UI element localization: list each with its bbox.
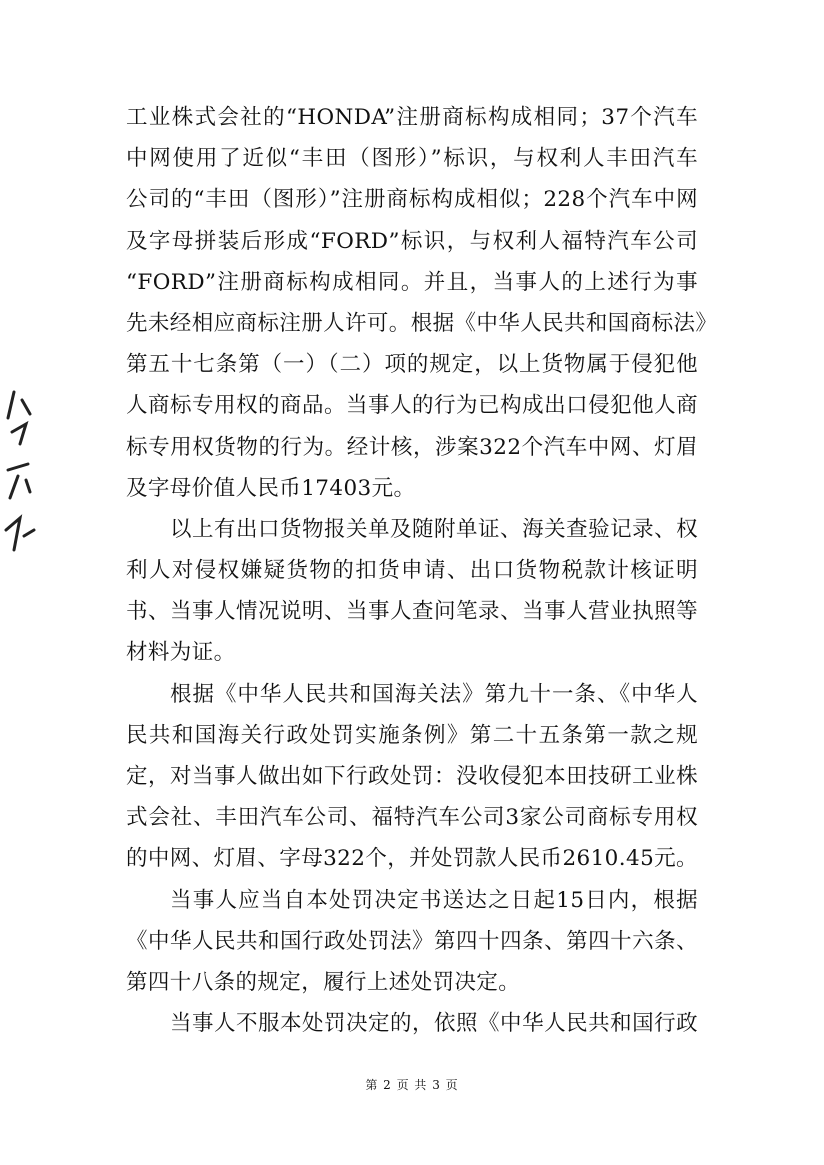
text-line: 利人对侵权嫌疑货物的扣货申请、出口货物税款计核证明	[126, 558, 698, 584]
text-line: 民共和国海关行政处罚实施条例》第二十五条第一款之规	[126, 722, 698, 748]
text-line: 《中华人民共和国行政处罚法》第四十四条、第四十六条、	[126, 928, 698, 954]
text-line: 第四十八条的规定，履行上述处罚决定。	[126, 969, 521, 995]
text-line: 及字母价值人民币17403元。	[126, 475, 416, 501]
text-line: 书、当事人情况说明、当事人查问笔录、当事人营业执照等	[126, 599, 698, 625]
text-line: 第五十七条第（一）（二）项的规定，以上货物属于侵犯他	[126, 352, 698, 378]
text-line: 公司的“丰田（图形）”注册商标构成相似；228个汽车中网	[126, 187, 698, 213]
paragraph-start: 根据《中华人民共和国海关法》第九十一条、《中华人	[170, 681, 698, 707]
text-line: 的中网、灯眉、字母322个，并处罚款人民币2610.45元。	[126, 846, 698, 872]
text-line: 人商标专用权的商品。当事人的行为已构成出口侵犯他人商	[126, 393, 698, 419]
paragraph-start: 当事人应当自本处罚决定书送达之日起15日内，根据	[170, 887, 698, 913]
text-line: 先未经相应商标注册人许可。根据《中华人民共和国商标法》	[126, 310, 718, 336]
text-line: 标专用权货物的行为。经计核，涉案322个汽车中网、灯眉	[126, 434, 698, 460]
text-line: 式会社、丰田汽车公司、福特汽车公司3家公司商标专用权	[126, 805, 698, 831]
seal-stamp-fragment	[0, 380, 50, 570]
paragraph-start: 当事人不服本处罚决定的，依照《中华人民共和国行政	[170, 1011, 698, 1037]
text-line: 中网使用了近似“丰田（图形）”标识，与权利人丰田汽车	[126, 146, 698, 172]
text-line: 定，对当事人做出如下行政处罚：没收侵犯本田技研工业株	[126, 764, 698, 789]
document-body	[126, 97, 718, 1044]
paragraph-start: 以上有出口货物报关单及随附单证、海关查验记录、权	[170, 516, 698, 542]
page-number: 第 2 页 共 3 页	[365, 1078, 459, 1092]
text-line: “FORD”注册商标构成相同。并且，当事人的上述行为事	[126, 269, 698, 295]
text-line: 及字母拼装后形成“FORD”标识，与权利人福特汽车公司	[126, 228, 698, 254]
text-line: 材料为证。	[126, 640, 236, 666]
text-line: 工业株式会社的“HONDA”注册商标构成相同；37个汽车	[126, 105, 698, 130]
